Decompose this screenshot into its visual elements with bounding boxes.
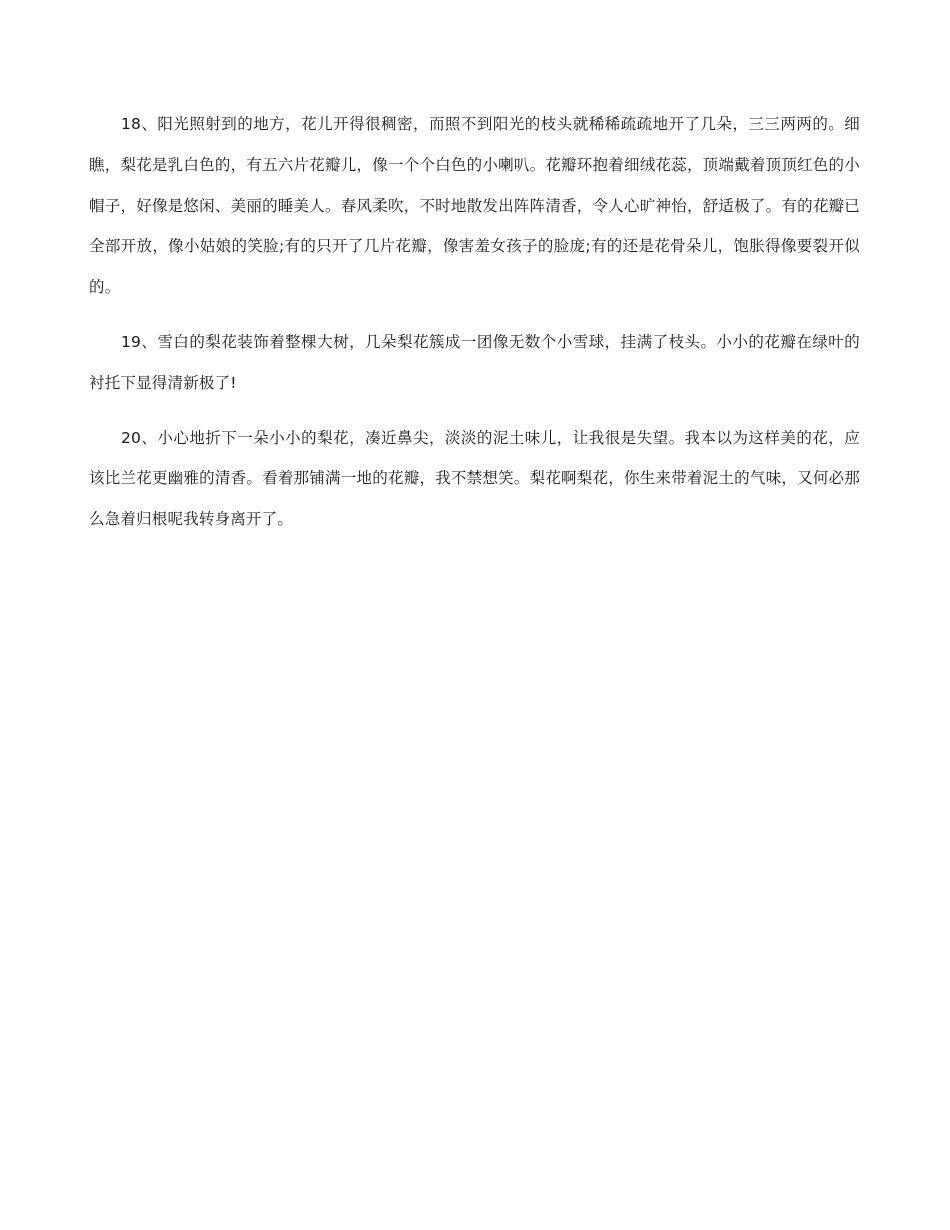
paragraph-19: 19、雪白的梨花装饰着整棵大树，几朵梨花簇成一团像无数个小雪球，挂满了枝头。小小的花瓣在绿叶的衬托下显得清新极了! — [89, 332, 860, 392]
paragraph-20: 20、小心地折下一朵小小的梨花，凑近鼻尖，淡淡的泥土味儿，让我很是失望。我本以为这样美的花，应该比兰花更幽雅的清香。看着那铺满一地的花瓣，我不禁想笑。梨花啊梨花，你生来带着泥土的气味，又何必那么急着归根呢我转身离开了。 — [89, 428, 860, 529]
document-body — [89, 104, 860, 554]
paragraph-18: 18、阳光照射到的地方，花儿开得很稠密，而照不到阳光的枝头就稀稀疏疏地开了几朵，三三两两的。细瞧，梨花是乳白色的，有五六片花瓣儿，像一个个白色的小喇叭。花瓣环抱着细绒花蕊，顶端戴着顶顶红色的小帽子，好像是悠闲、美丽的睡美人。春风柔吹，不时地散发出阵阵清香，令人心旷神怡，舒适极了。有的花瓣已全部开放，像小姑娘的笑脸;有的只开了几片花瓣，像害羞女孩子的脸庞;有的还是花骨朵儿，饱胀得像要裂开似的。 — [89, 115, 860, 297]
